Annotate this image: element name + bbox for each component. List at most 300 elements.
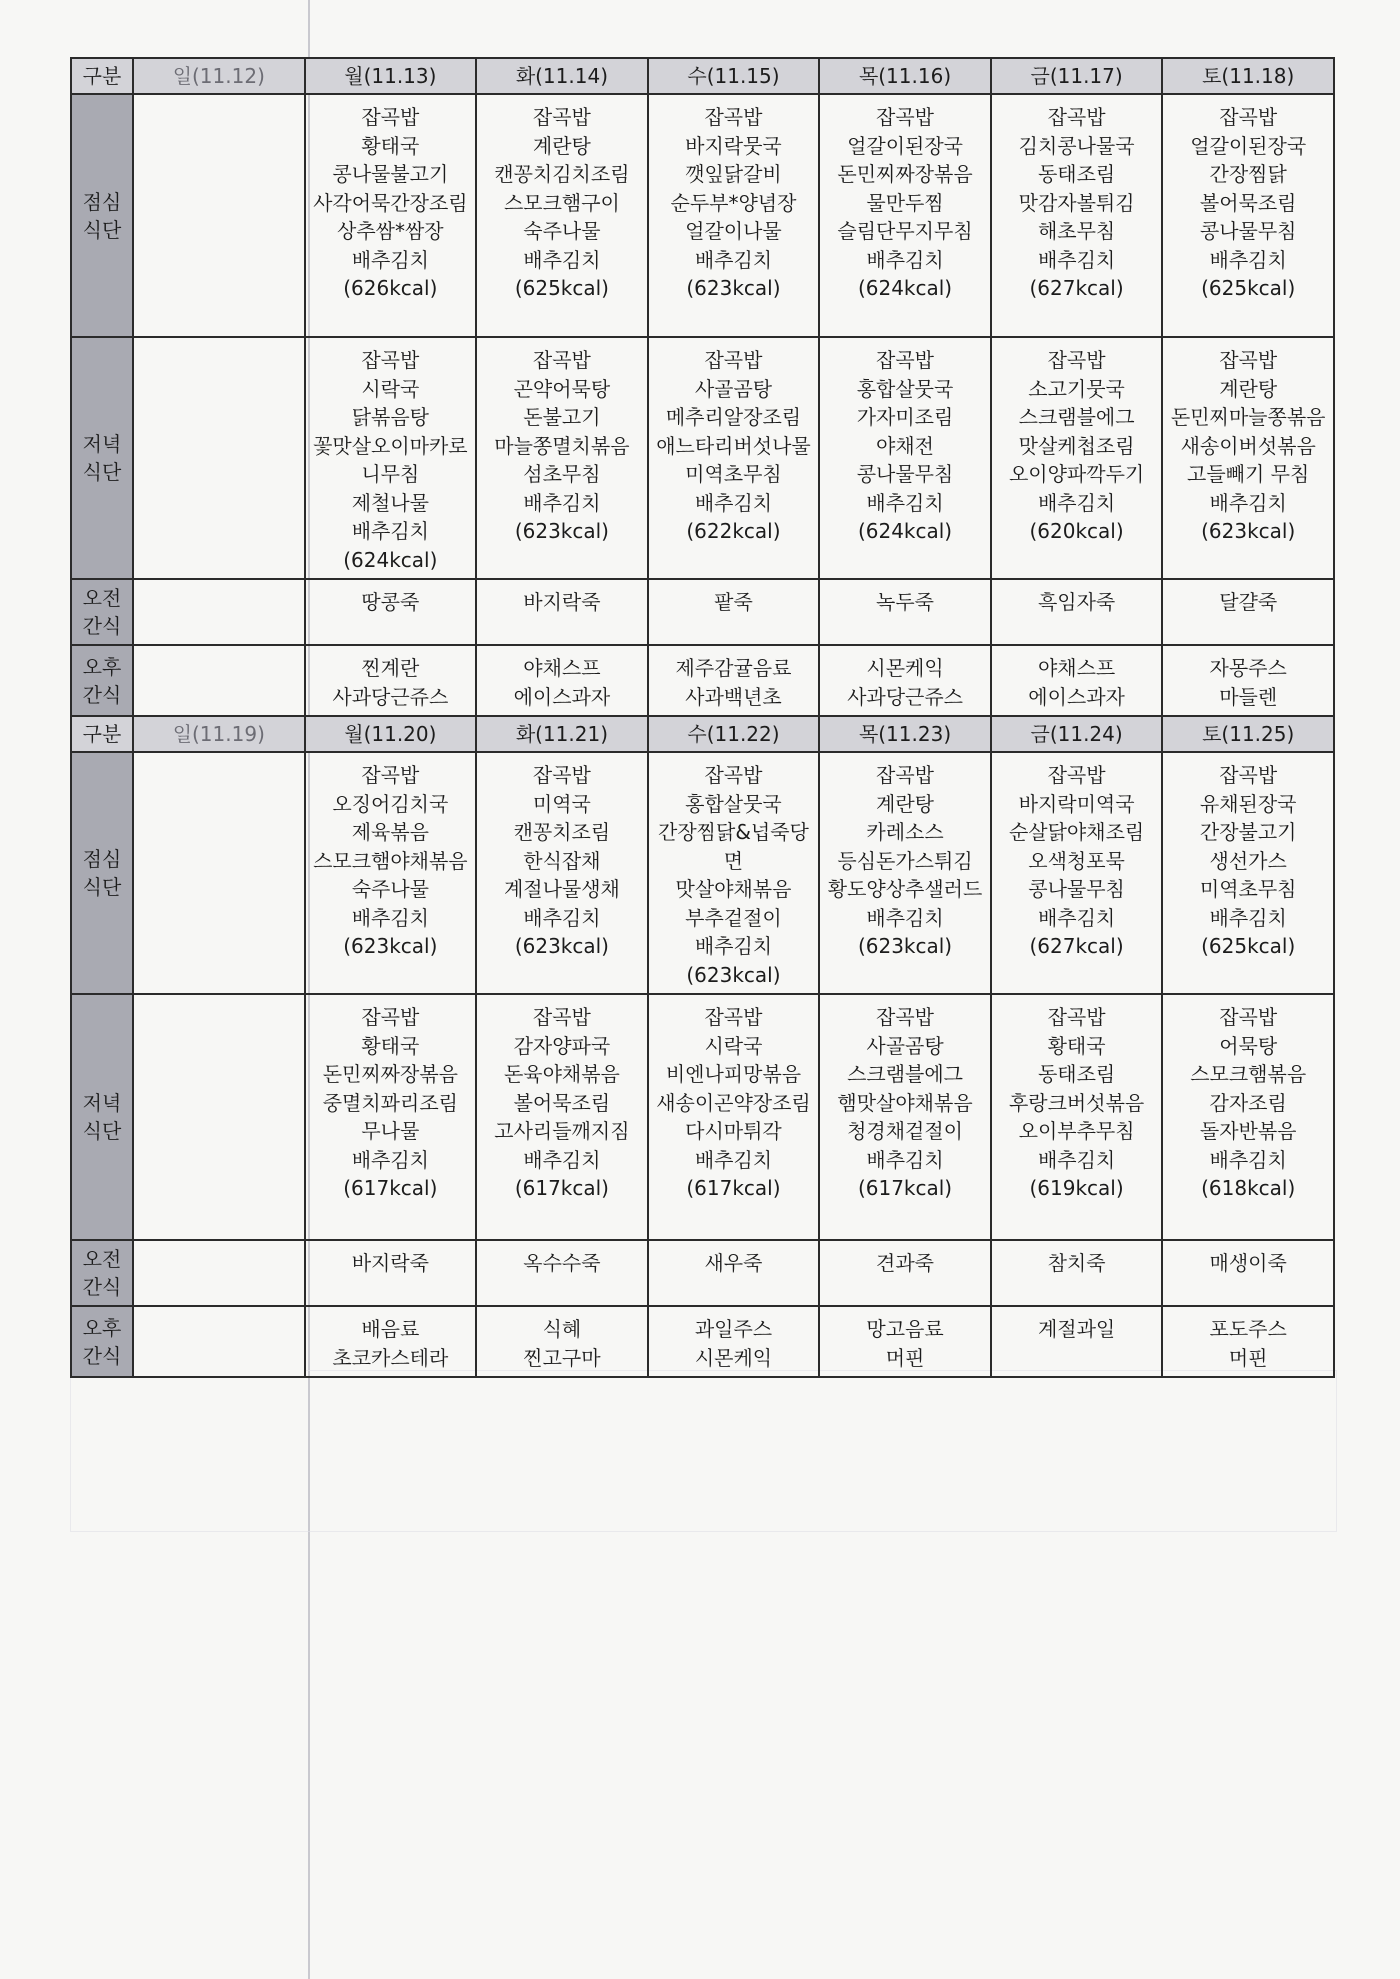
menu-item: 물만두찜 [866,190,944,215]
menu-item: 잡곡밥 [876,763,935,787]
menu-cell [991,1306,1163,1377]
meal-label [71,645,133,716]
menu-item: (623kcal) [1201,519,1296,543]
menu-item: 동태조림 [1037,1062,1116,1086]
menu-item: (618kcal) [1201,1176,1296,1200]
menu-item: 바지락뭇국 [685,133,782,158]
menu-item: 녹두죽 [876,590,935,614]
menu-item: 메추리알장조림 [665,405,802,429]
menu-item: 비엔나피망볶음 [665,1062,802,1086]
menu-cell [991,579,1163,645]
menu-cell [476,645,648,716]
menu-item: 사골곰탕 [694,376,773,401]
menu-item: 마들렌 [1219,684,1278,709]
menu-item: 잡곡밥 [1047,105,1106,129]
menu-item: 미역초무침 [1199,877,1297,901]
menu-item: (624kcal) [343,547,438,572]
menu-item: 시몬케익 [694,1345,773,1370]
menu-item: 홍합살뭇국 [685,791,782,816]
menu-item: 잡곡밥 [704,1005,763,1029]
menu-item: 순살닭야채조림 [1008,820,1145,844]
menu-item: 돈불고기 [523,405,601,429]
menu-item: 가자미조림 [856,405,954,429]
menu-cell [991,994,1163,1240]
menu-item: 햄맛살야채볶음 [837,1090,973,1115]
menu-item: (623kcal) [686,276,781,300]
meal-label-line: 오전 [82,586,122,610]
meal-label-line: 간식 [82,682,122,707]
menu-cell [1162,1240,1334,1306]
menu-item: 참치죽 [1047,1251,1106,1275]
week-1-dinner-row [71,337,1334,579]
menu-item: 제철나물 [351,490,429,515]
week-1-morning-snack-row [71,579,1334,645]
menu-item: 맛감자볼튀김 [1018,190,1135,215]
day-header: 금(11.17) [991,58,1163,94]
menu-item: 잡곡밥 [1219,348,1278,372]
menu-item: 배추김치 [351,1147,429,1172]
menu-item: 순두부*양념장 [670,190,797,215]
day-header: 수(11.22) [648,716,820,752]
menu-item: 황도양상추샐러드 [827,877,983,901]
menu-item: 콩나물무침 [1028,877,1125,901]
menu-item: 간장불고기 [1199,820,1297,844]
menu-item: 배추김치 [523,247,601,272]
menu-item: 유채된장국 [1199,791,1297,816]
day-header: 화(11.21) [476,716,648,752]
menu-item: 후랑크버섯볶음 [1008,1090,1145,1115]
meal-label [71,337,133,579]
menu-item: 닭볶음탕 [351,405,429,429]
menu-item: 잡곡밥 [361,763,420,787]
menu-cell [991,94,1163,337]
menu-item: 김치콩나물국 [1018,133,1135,158]
menu-item: 오색청포묵 [1028,848,1125,873]
meal-label-line: 식단 [82,875,122,899]
menu-item: 배추김치 [351,905,429,930]
menu-item: 홍합살뭇국 [856,376,954,401]
week-1-lunch-row [71,94,1334,337]
menu-item: 카레소스 [866,820,944,844]
menu-item: 새송이버섯볶음 [1180,433,1316,458]
menu-item: 볼어묵조림 [1199,190,1297,215]
menu-item: 스모크햄야채볶음 [313,848,468,873]
menu-item: 땅콩죽 [361,590,420,614]
menu-item: 배추김치 [1037,905,1116,930]
menu-item: 배추김치 [694,1147,773,1172]
menu-cell [648,94,820,337]
menu-cell [1162,752,1334,994]
header-label: 구분 [71,58,133,94]
menu-item: 바지락죽 [523,590,601,614]
menu-item: 한식잡채 [523,848,601,873]
menu-cell [819,645,991,716]
menu-cell [305,579,477,645]
menu-item: 배추김치 [1209,247,1287,272]
menu-item: 잡곡밥 [1219,1005,1278,1029]
menu-item: 오징어김치국 [332,791,449,816]
meal-label [71,1240,133,1306]
day-header: 월(11.20) [305,716,477,752]
day-header: 수(11.15) [648,58,820,94]
menu-item: 숙주나물 [523,219,601,243]
menu-cell [305,1306,477,1377]
menu-item: 간장찜닭&넙죽당면 [658,820,809,873]
menu-item: 배추김치 [1209,905,1287,930]
menu-item: (617kcal) [857,1176,953,1200]
menu-item: 바지락미역국 [1018,791,1135,816]
menu-item: 시몬케익 [866,656,944,680]
bleed-through-table [70,1370,1337,1532]
menu-cell [305,1240,477,1306]
menu-item: (622kcal) [686,519,781,543]
menu-item: 콩나물불고기 [332,162,449,186]
menu-item: 돈민찌짜장볶음 [837,162,973,186]
week-2-lunch-row [71,752,1334,994]
menu-item: 배추김치 [523,905,601,930]
menu-item: (624kcal) [857,519,953,543]
menu-cell [133,994,305,1240]
menu-item: 오이양파깍두기 [1008,462,1145,486]
menu-item: 돈민찌마늘쫑볶음 [1170,405,1326,429]
week-2-afternoon-snack-row [71,1306,1334,1377]
menu-item: (625kcal) [1201,276,1296,300]
week-1-afternoon-snack-row [71,645,1334,716]
menu-item: (617kcal) [514,1176,609,1200]
menu-item: 배추김치 [523,490,601,515]
meal-label-line: 식단 [82,460,122,484]
menu-item: (617kcal) [686,1176,781,1200]
menu-item: (626kcal) [343,276,438,300]
menu-item: 잡곡밥 [361,105,420,129]
menu-item: 계절나물생채 [503,877,620,901]
menu-item: (619kcal) [1029,1176,1124,1200]
menu-item: 망고음료 [866,1317,944,1341]
menu-item: 매생이죽 [1209,1251,1287,1275]
menu-cell [476,994,648,1240]
menu-item: 얼갈이된장국 [847,133,963,158]
menu-item: 돈육야채볶음 [503,1062,620,1086]
menu-item: 상추쌈*쌈장 [337,219,444,243]
menu-cell [819,1240,991,1306]
menu-item: 캔꽁치조림 [513,820,611,844]
menu-item: 잡곡밥 [532,763,591,787]
menu-cell [1162,579,1334,645]
menu-item: 제육볶음 [351,820,429,844]
menu-item: 잡곡밥 [532,1005,591,1029]
menu-item: 잡곡밥 [704,348,763,372]
menu-item: (627kcal) [1029,276,1124,300]
meal-label [71,994,133,1240]
menu-item: (623kcal) [514,934,609,958]
menu-cell [648,645,820,716]
menu-item: 초코카스테라 [332,1345,449,1370]
menu-item: 사과백년초 [685,684,782,709]
menu-item: 배추김치 [866,247,944,272]
meal-label-line: 간식 [82,614,122,638]
menu-cell [476,752,648,994]
menu-cell [991,337,1163,579]
menu-item: 배추김치 [866,905,944,930]
menu-item: 어묵탕 [1219,1033,1278,1058]
menu-item: 찐고구마 [523,1345,601,1370]
menu-item: 에이스과자 [513,684,611,709]
menu-item: 잡곡밥 [1047,1005,1106,1029]
meal-label-line: 저녁 [82,1091,122,1115]
menu-cell [819,94,991,337]
menu-item: 배추김치 [351,247,429,272]
menu-item: 새우죽 [704,1251,763,1275]
day-header: 일(11.12) [133,58,305,94]
menu-item: 자몽주스 [1209,656,1287,680]
week-2-morning-snack-row [71,1240,1334,1306]
menu-item: 감자양파국 [513,1033,611,1058]
meal-label [71,579,133,645]
menu-item: 식혜 [542,1317,582,1341]
menu-item: 소고기뭇국 [1028,376,1125,401]
menu-cell [476,94,648,337]
meal-label [71,1306,133,1377]
menu-cell [476,1306,648,1377]
menu-item: 야채스프 [1037,656,1116,680]
menu-cell [991,752,1163,994]
menu-item: 간장찜닭 [1209,162,1287,186]
menu-item: 콩나물무침 [856,462,954,486]
day-header: 일(11.19) [133,716,305,752]
menu-item: 머핀 [885,1345,925,1370]
menu-item: 애느타리버섯나물 [656,433,811,458]
menu-cell [648,994,820,1240]
menu-item: 동태조림 [1037,162,1116,186]
menu-item: 계란탕 [532,133,591,158]
menu-item: 사골곰탕 [866,1033,944,1058]
menu-cell [991,645,1163,716]
menu-item: 콩나물무침 [1199,219,1297,243]
menu-item: 생선가스 [1209,848,1287,873]
meal-label-line: 오후 [82,1315,122,1340]
menu-item: 찐계란 [361,656,420,680]
menu-item: (623kcal) [686,962,781,987]
menu-item: 스크램블에그 [1018,405,1135,429]
menu-item: (617kcal) [343,1176,438,1200]
menu-item: 머핀 [1228,1345,1268,1370]
menu-item: 얼갈이나물 [685,219,782,243]
menu-cell [133,579,305,645]
menu-item: (620kcal) [1029,519,1124,543]
meal-label-line: 오후 [82,654,122,679]
menu-item: 숙주나물 [351,877,429,901]
menu-item: 스모크햄구이 [503,190,620,215]
menu-cell [1162,645,1334,716]
menu-item: (624kcal) [857,276,953,300]
day-header: 금(11.24) [991,716,1163,752]
menu-cell [648,337,820,579]
menu-item: 맛살야채볶음 [675,877,792,901]
menu-item: 배추김치 [1209,490,1287,515]
meal-label [71,752,133,994]
menu-item: 스크램블에그 [847,1062,963,1086]
menu-cell [476,337,648,579]
menu-cell [305,645,477,716]
menu-item: 새송이곤약장조림 [656,1090,811,1115]
menu-item: 슬림단무지무침 [837,219,973,243]
menu-item: 견과죽 [876,1251,935,1275]
menu-cell [991,1240,1163,1306]
menu-item: 배추김치 [1037,1147,1116,1172]
menu-item: 시락국 [361,376,420,401]
menu-cell [819,337,991,579]
menu-item: (625kcal) [514,276,609,300]
menu-item: 잡곡밥 [876,105,935,129]
meal-label-line: 점심 [82,847,122,871]
menu-cell [648,752,820,994]
menu-item: 포도주스 [1209,1317,1287,1341]
menu-item: 배추김치 [1209,1147,1287,1172]
meal-label-line: 저녁 [82,432,122,456]
menu-item: 잡곡밥 [704,105,763,129]
day-header: 토(11.18) [1162,58,1334,94]
menu-item: 제주감귤음료 [675,656,792,680]
menu-item: 청경채겉절이 [847,1119,963,1143]
menu-item: 사과당근쥬스 [332,684,449,709]
week-1-header-row [71,58,1334,94]
menu-cell [133,1306,305,1377]
menu-item: 배추김치 [1037,247,1116,272]
menu-item: 무나물 [361,1119,420,1143]
menu-item: 등심돈가스튀김 [837,848,973,873]
menu-cell [476,579,648,645]
menu-item: 잡곡밥 [532,348,591,372]
menu-item: 잡곡밥 [361,348,420,372]
menu-cell [476,1240,648,1306]
menu-cell [648,579,820,645]
menu-cell [305,994,477,1240]
menu-item: 배추김치 [694,934,773,958]
menu-item: 과일주스 [694,1317,773,1341]
menu-item: 야채스프 [523,656,601,680]
menu-cell [1162,994,1334,1240]
menu-item: 감자조림 [1209,1090,1287,1115]
menu-item: 배추김치 [866,490,944,515]
menu-item: 사각어묵간장조림 [313,190,468,215]
menu-item: 잡곡밥 [1219,105,1278,129]
menu-cell [305,94,477,337]
menu-item: 중멸치꽈리조림 [322,1090,458,1115]
menu-cell [133,94,305,337]
menu-item: 잡곡밥 [1047,763,1106,787]
meal-label-line: 점심 [82,189,122,214]
menu-item: 맛살케첩조림 [1018,433,1135,458]
menu-item: 잡곡밥 [1219,763,1278,787]
menu-item: 돈민찌짜장볶음 [322,1062,458,1086]
menu-item: 미역초무침 [685,462,782,486]
menu-cell [133,752,305,994]
meal-label-line: 간식 [82,1275,122,1299]
menu-cell [648,1306,820,1377]
menu-item: 황태국 [361,1033,420,1058]
menu-cell [1162,94,1334,337]
menu-item: 계절과일 [1037,1317,1116,1341]
menu-item: 곤약어묵탕 [513,376,611,401]
menu-item: 마늘쫑멸치볶음 [494,433,630,458]
menu-item: 황태국 [361,133,420,158]
meal-label [71,94,133,337]
menu-item: 배추김치 [351,519,429,543]
menu-item: 미역국 [532,791,591,816]
menu-item: 돌자반볶음 [1199,1119,1297,1143]
menu-cell [819,752,991,994]
menu-cell [133,645,305,716]
menu-item: 섬초무침 [523,462,601,486]
menu-cell [133,337,305,579]
menu-cell [133,1240,305,1306]
menu-item: 잡곡밥 [532,105,591,129]
menu-item: 깻잎닭갈비 [685,162,782,186]
menu-item: 배추김치 [694,490,773,515]
menu-item: (623kcal) [857,934,953,958]
menu-item: 황태국 [1047,1033,1106,1058]
menu-item: 배추김치 [523,1147,601,1172]
menu-item: 얼갈이된장국 [1190,133,1307,158]
menu-item: 사과당근쥬스 [847,684,963,709]
menu-item: 에이스과자 [1028,684,1125,709]
menu-item: 잡곡밥 [876,348,935,372]
menu-item: 고사리들깨지짐 [494,1119,630,1143]
meal-label-line: 식단 [82,217,122,242]
menu-item: (623kcal) [343,934,438,958]
menu-cell [819,994,991,1240]
menu-item: 오이부추무침 [1018,1119,1135,1143]
meal-label-line: 간식 [82,1343,122,1368]
menu-cell [1162,1306,1334,1377]
menu-item: 배추김치 [694,247,773,272]
menu-item: 잡곡밥 [704,763,763,787]
menu-cell [1162,337,1334,579]
meal-label-line: 식단 [82,1119,122,1143]
menu-item: 바지락죽 [351,1251,429,1275]
menu-item: 캔꽁치김치조림 [494,162,630,186]
menu-item: 팥죽 [714,590,753,614]
menu-item: 부추겉절이 [685,905,782,930]
menu-item: 잡곡밥 [876,1005,935,1029]
menu-item: 꽃맛살오이마카로니무침 [313,433,468,486]
meal-label-line: 오전 [82,1247,122,1271]
menu-item: (625kcal) [1201,934,1296,958]
menu-cell [819,1306,991,1377]
menu-item: 다시마튀각 [685,1119,782,1143]
week-2-header-row [71,716,1334,752]
day-header: 목(11.23) [819,716,991,752]
day-header: 월(11.13) [305,58,477,94]
menu-item: 볼어묵조림 [513,1090,611,1115]
menu-item: (623kcal) [514,519,609,543]
menu-item: 옥수수죽 [523,1251,601,1275]
menu-item: 해초무침 [1037,219,1116,243]
menu-item: 배음료 [361,1317,420,1341]
menu-item: (627kcal) [1029,934,1124,958]
menu-item: 배추김치 [866,1147,944,1172]
week-2-dinner-row [71,994,1334,1240]
menu-item: 달걀죽 [1219,590,1278,614]
menu-cell [648,1240,820,1306]
menu-item: 배추김치 [1037,490,1116,515]
menu-item: 스모크햄볶음 [1190,1062,1307,1086]
menu-item: 흑임자죽 [1037,590,1116,614]
menu-cell [305,337,477,579]
header-label: 구분 [71,716,133,752]
menu-cell [305,752,477,994]
day-header: 화(11.14) [476,58,648,94]
